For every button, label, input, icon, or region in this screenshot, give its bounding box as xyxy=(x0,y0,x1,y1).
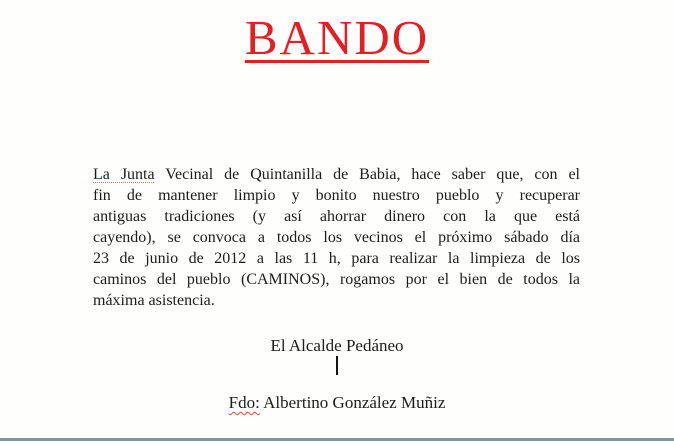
signature-role: El Alcalde Pedáneo xyxy=(270,336,404,355)
announcement-paragraph xyxy=(93,164,580,311)
signature-name: Albertino González Muñiz xyxy=(259,393,446,412)
paragraph-line: fin de mantener limpio y bonito nuestro pueblo y recuperar xyxy=(93,187,580,204)
paragraph-line: 23 de junio de 2012 a las 11 h, para realizar la limpieza de los xyxy=(93,250,580,267)
paragraph-line: antiguas tradiciones (y así ahorrar dinero con la que está xyxy=(93,208,580,225)
grammar-check-underlined-text: La Junta xyxy=(93,166,155,183)
spellcheck-underlined-text: Fdo: xyxy=(228,393,260,412)
paragraph-line xyxy=(93,164,580,185)
paragraph-line: cayendo), se convoca a todos los vecinos el próximo sábado día xyxy=(93,229,580,246)
document-title: BANDO xyxy=(244,10,430,65)
window-bottom-edge xyxy=(0,438,674,441)
paragraph-line: máxima asistencia. xyxy=(93,292,215,309)
text-cursor xyxy=(336,356,338,375)
paragraph-line: caminos del pueblo (CAMINOS), rogamos por el bien de todos la xyxy=(93,271,580,288)
signature-line xyxy=(0,392,674,413)
paragraph-text: Vecinal de Quintanilla de Babia, hace saber que, con el xyxy=(154,166,580,183)
